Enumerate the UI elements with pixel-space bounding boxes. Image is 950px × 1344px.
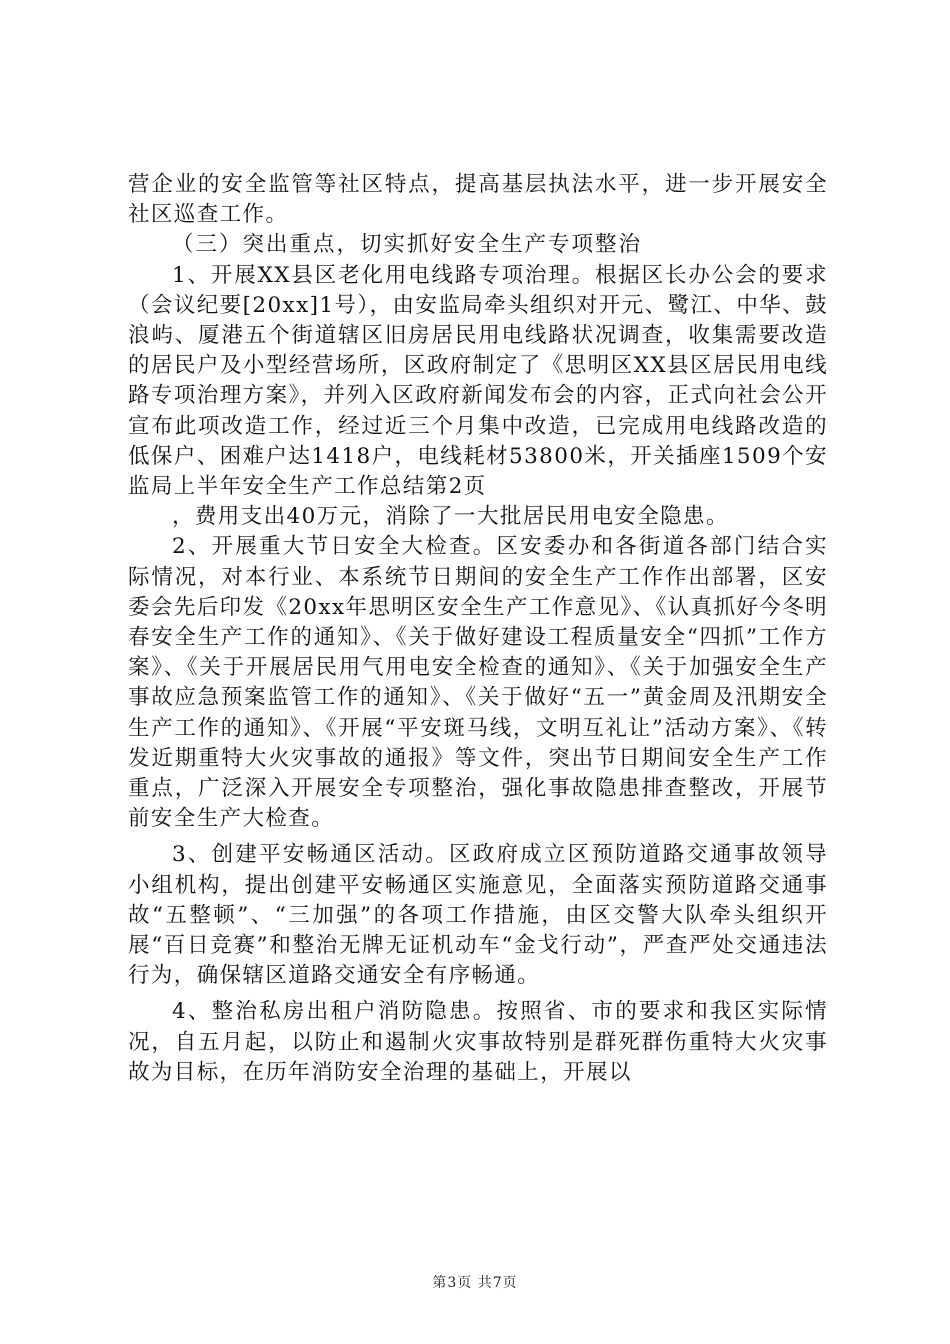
page-footer bbox=[0, 1272, 950, 1292]
paragraph-item-3: 3、创建平安畅通区活动。区政府成立区预防道路交通事故领导小组机构，提出创建平安畅通区实施意见，全面落实预防道路交通事故“五整顿”、“三加强”的各项工作措施，由区交警大队牵头组织开展“百日竞赛”和整治无牌无证机动车“金戈行动”，严查严处交通违法行为，确保辖区道路交通安全有序畅通。 bbox=[128, 842, 828, 989]
page-number-label: 第3页 共7页 bbox=[432, 1275, 518, 1291]
section-heading: （三）突出重点，切实抓好安全生产专项整治 bbox=[172, 232, 643, 258]
paragraph-item-1: 1、开展XX县区老化用电线路专项治理。根据区长办公会的要求（会议纪要[20xx]1号），由安监局牵头组织对开元、鹭江、中华、鼓浪屿、厦港五个街道辖区旧房居民用电线路状况调查，收集需要改造的居民户及小型经营场所，区政府制定了《思明区XX县区居民用电线路专项治理方案》，并列入区政府新闻发布会的内容，正式向社会公开宣布此项改造工作，经过近三个月集中改造，已完成用电线路改造的低保户、困难户达1418户，电线耗材53800米，开关插座1509个安监局上半年安全生产工作总结第2页 bbox=[128, 262, 828, 500]
paragraph-item-2: 2、开展重大节日安全大检查。区安委办和各街道各部门结合实际情况，对本行业、本系统节日期间的安全生产工作作出部署，区安委会先后印发《20xx年思明区安全生产工作意见》、《认真抓好今冬明春安全生产工作的通知》、《关于做好建设工程质量安全“四抓”工作方案》、《关于开展居民用气用电安全检查的通知》、《关于加强安全生产事故应急预案监管工作的通知》、《关于做好“五一”黄金周及汛期安全生产工作的通知》、《开展“平安斑马线，文明互礼让”活动方案》、《转发近期重特大火灾事故的通报》等文件，突出节日期间安全生产工作重点，广泛深入开展安全专项整治，强化事故隐患排查整改，开展节前安全生产大检查。 bbox=[128, 534, 828, 832]
paragraph-item-4: 4、整治私房出租户消防隐患。按照省、市的要求和我区实际情况，自五月起，以防止和遏制火灾事故特别是群死群伤重特大火灾事故为目标，在历年消防安全治理的基础上，开展以 bbox=[128, 999, 828, 1085]
paragraph-item-1-continued: ，费用支出40万元，消除了一大批居民用电安全隐患。 bbox=[172, 504, 729, 530]
document-body bbox=[128, 170, 828, 1088]
paragraph-continuation: 营企业的安全监管等社区特点，提高基层执法水平，进一步开展安全社区巡查工作。 bbox=[128, 172, 828, 228]
